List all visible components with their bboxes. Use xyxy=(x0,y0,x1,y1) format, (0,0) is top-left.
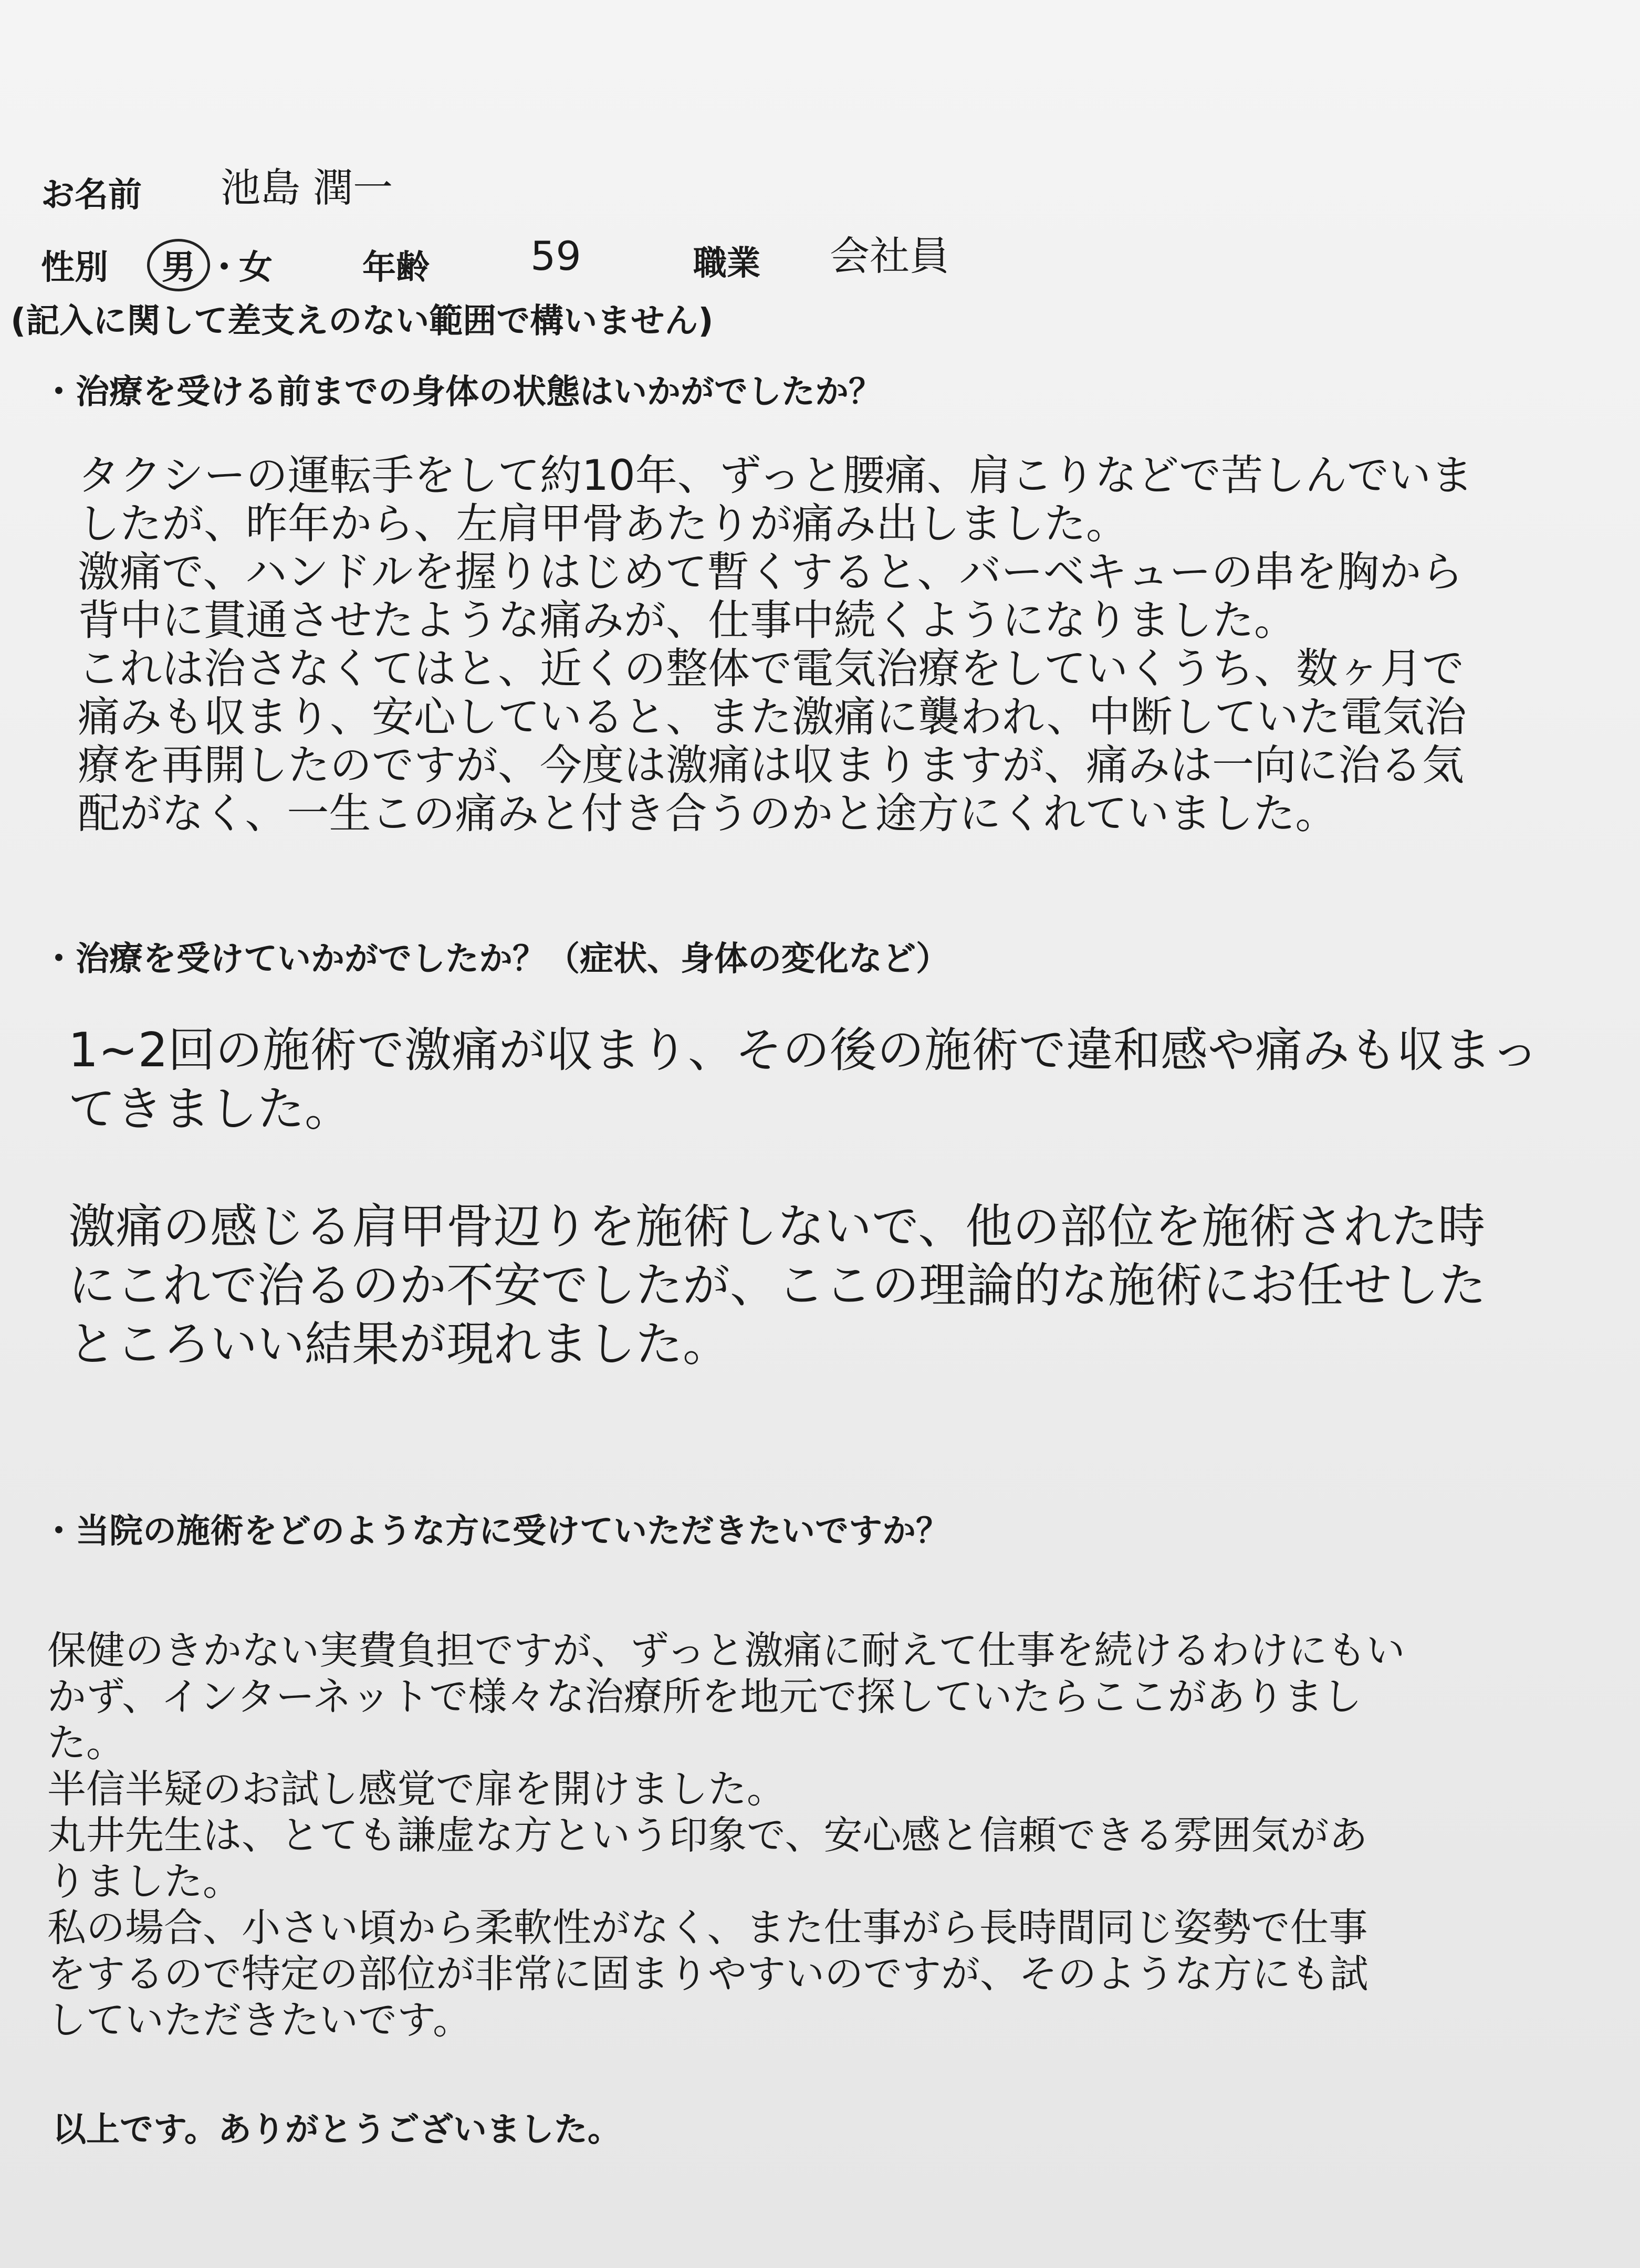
answer-line: 痛みも収まり、安心していると、また激痛に襲われ、中断していた電気治 xyxy=(78,692,1467,741)
answer-recommend xyxy=(47,1628,1405,2043)
name-value: 池島 潤一 xyxy=(221,164,393,211)
age-label: 年齢 xyxy=(362,248,430,287)
gender-male: 男 xyxy=(162,248,195,287)
age-value: 59 xyxy=(530,233,581,279)
answer-line: かず、インターネットで様々な治療所を地元で探していたらここがありまし xyxy=(47,1674,1362,1719)
answer-line: これは治さなくてはと、近くの整体で電気治療をしていくうち、数ヶ月で xyxy=(78,644,1464,693)
question-after-treatment: ・治療を受けていかがでしたか？（症状、身体の変化など） xyxy=(42,940,949,979)
gender-female: 女 xyxy=(239,248,273,287)
answer-after-treatment xyxy=(68,1021,1539,1374)
answer-line: ところいい結果が現れました。 xyxy=(68,1317,730,1372)
answer-line: にこれで治るのか不安でしたが、ここの理論的な施術にお任せした xyxy=(68,1258,1486,1313)
answer-line: したが、昨年から、左肩甲骨あたりが痛み出しました。 xyxy=(78,499,1128,548)
answer-line: 保健のきかない実費負担ですが、ずっと激痛に耐えて仕事を続けるわけにもい xyxy=(47,1628,1405,1673)
answer-line: てきました。 xyxy=(68,1082,352,1137)
occupation-value: 会社員 xyxy=(830,233,949,279)
answer-line xyxy=(68,1139,1539,1198)
answer-line: 激痛の感じる肩甲骨辺りを施術しないで、他の部位を施術された時 xyxy=(68,1199,1486,1254)
answer-before-treatment xyxy=(78,452,1473,838)
gender-label: 性別 xyxy=(41,248,108,287)
question-recommend: ・当院の施術をどのような方に受けていただきたいですか？ xyxy=(42,1512,949,1551)
name-label: お名前 xyxy=(41,176,142,215)
closing-remark: 以上です。ありがとうございました。 xyxy=(53,2110,621,2149)
answer-line: 半信半疑のお試し感覚で扉を開けました。 xyxy=(47,1767,786,1812)
answer-line: 私の場合、小さい頃から柔軟性がなく、また仕事がら長時間同じ姿勢で仕事 xyxy=(47,1905,1368,1950)
answer-line: た。 xyxy=(47,1720,125,1766)
question-before-treatment: ・治療を受ける前までの身体の状態はいかがでしたか？ xyxy=(42,373,882,412)
gender-separator: ・ xyxy=(207,248,241,287)
answer-line: 激痛で、ハンドルを握りはじめて暫くすると、バーベキューの串を胸から xyxy=(78,548,1464,596)
disclaimer-note: (記入に関して差支えのない範囲で構いません) xyxy=(11,302,714,341)
occupation-label: 職業 xyxy=(693,244,760,283)
answer-line: 配がなく、一生この痛みと付き合うのかと途方にくれていました。 xyxy=(78,789,1338,838)
answer-line: していただきたいです。 xyxy=(47,1998,472,2043)
answer-line: タクシーの運転手をして約10年、ずっと腰痛、肩こりなどで苦しんでいま xyxy=(78,451,1473,500)
answer-line: 丸井先生は、とても謙虚な方という印象で、安心感と信頼できる雰囲気があ xyxy=(47,1813,1368,1858)
answer-line: 背中に貫通させたような痛みが、仕事中続くようになりました。 xyxy=(78,596,1296,645)
answer-line: 療を再開したのですが、今度は激痛は収まりますが、痛みは一向に治る気 xyxy=(78,741,1464,790)
answer-line: をするので特定の部位が非常に固まりやすいのですが、そのような方にも試 xyxy=(47,1951,1369,1997)
answer-line: 1~2回の施術で激痛が収まり、その後の施術で違和感や痛みも収まっ xyxy=(68,1023,1539,1078)
answer-line: りました。 xyxy=(47,1859,242,1904)
